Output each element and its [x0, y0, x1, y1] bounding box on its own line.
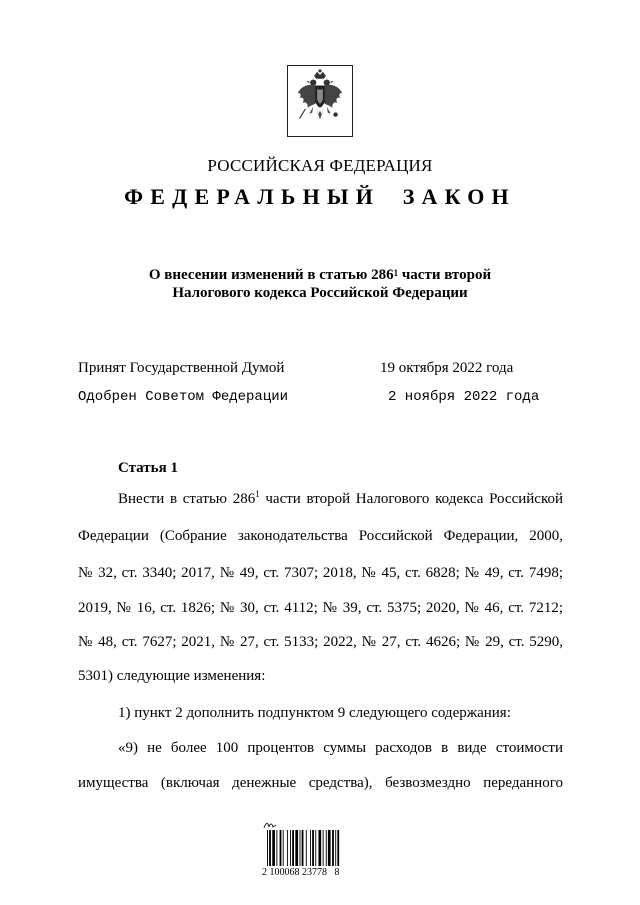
paragraph-line: 5301) следующие изменения: — [78, 668, 266, 684]
barcode-bar — [328, 830, 331, 866]
barcode-bar — [290, 830, 291, 866]
barcode-bar — [283, 830, 284, 866]
amendment-item: 1) пункт 2 дополнить подпунктом 9 следующего содержания: — [118, 705, 511, 721]
barcode — [262, 820, 380, 880]
double-headed-eagle-icon — [288, 66, 352, 136]
document-type: ФЕДЕРАЛЬНЫЙ ЗАКОН — [124, 184, 516, 209]
barcode-bar — [280, 830, 282, 866]
state-emblem — [287, 65, 353, 137]
paragraph-line: 2019, № 16, ст. 1826; № 30, ст. 4112; № 39, ст. 5375; 2020, № 46, ст. 7212; — [78, 600, 563, 616]
barcode-number: 2 100068 23778 8 — [262, 867, 340, 878]
barcode-bar — [267, 830, 268, 866]
adopted-label: Принят Государственной Думой — [78, 360, 285, 376]
adopted-date: 19 октября 2022 года — [380, 360, 514, 376]
barcode-bars — [267, 830, 367, 866]
law-title-line-2: Налогового кодекса Российской Федерации — [172, 285, 468, 301]
barcode-bar — [287, 830, 288, 866]
barcode-bar — [300, 830, 301, 866]
barcode-bar — [269, 830, 271, 866]
quoted-text-line: «9) не более 100 процентов суммы расходов в виде стоимости — [118, 740, 563, 756]
barcode-bar — [337, 830, 339, 866]
law-title — [0, 266, 640, 302]
barcode-bar — [335, 830, 336, 866]
barcode-bar — [318, 830, 321, 866]
approved-label: Одобрен Советом Федерации — [78, 389, 289, 405]
barcode-bar — [323, 830, 324, 866]
country-name: РОССИЙСКАЯ ФЕДЕРАЦИЯ — [207, 156, 433, 175]
barcode-bar — [315, 830, 316, 866]
paragraph-line: № 32, ст. 3340; 2017, № 49, ст. 7307; 2018, № 45, ст. 6828; № 49, ст. 7498; — [78, 565, 563, 581]
barcode-bar — [312, 830, 314, 866]
paragraph-line: № 48, ст. 7627; 2021, № 27, ст. 5133; 2022, № 27, ст. 4626; № 29, ст. 5290, — [78, 634, 563, 650]
handwritten-mark — [262, 820, 282, 830]
barcode-bar — [272, 830, 275, 866]
barcode-bar — [276, 830, 277, 866]
barcode-bar — [310, 830, 311, 866]
law-title-line-1: О внесении изменений в статью $286^1$ части второй — [148, 267, 492, 283]
barcode-bar — [295, 830, 298, 866]
barcode-bar — [326, 830, 327, 866]
quoted-text-line: имущества (включая денежные средства), безвозмездно переданного — [78, 775, 563, 791]
barcode-bar — [306, 830, 307, 866]
approved-date: 2 ноября 2022 года — [388, 389, 540, 405]
paragraph-line: Внести в статью $286^1$ части второй Налогового кодекса Российской — [118, 489, 564, 507]
paragraph-line: Федерации (Собрание законодательства Российской Федерации, 2000, — [78, 528, 563, 544]
barcode-bar — [302, 830, 304, 866]
barcode-bar — [292, 830, 294, 866]
article-heading: Статья 1 — [118, 460, 178, 476]
barcode-bar — [332, 830, 334, 866]
